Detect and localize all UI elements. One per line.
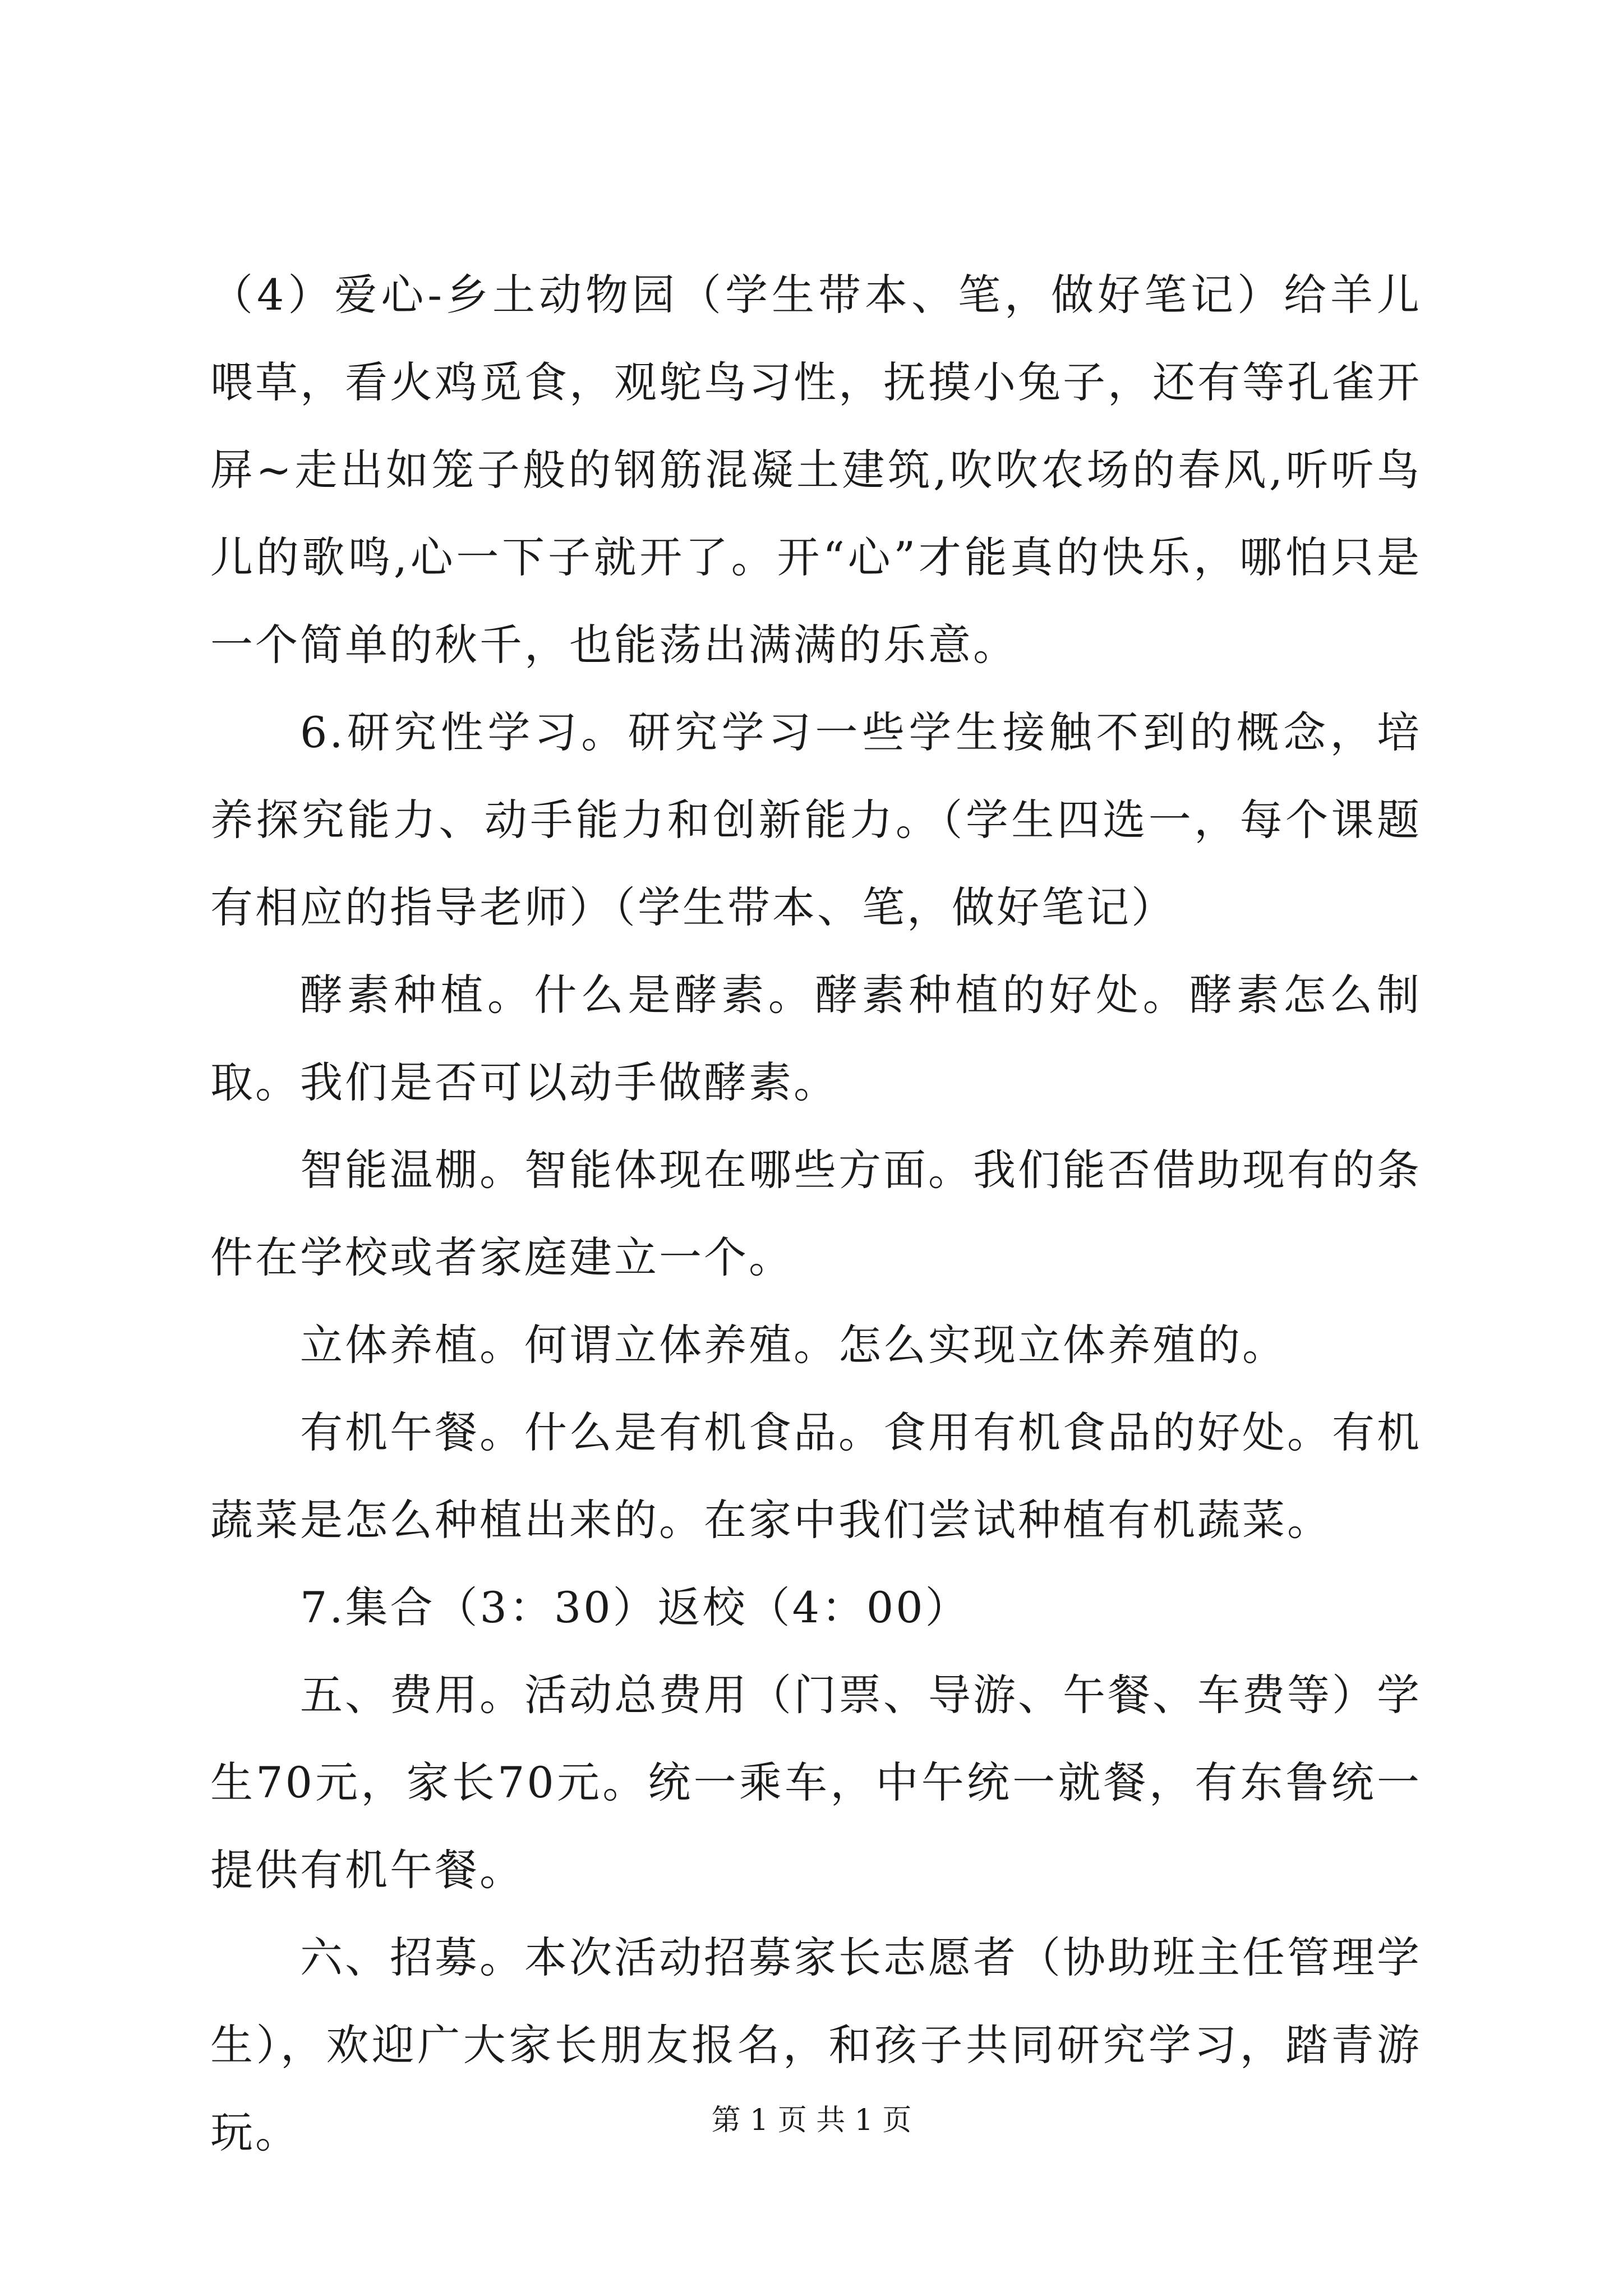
paragraph-zoo: （4）爱心-乡土动物园（学生带本、笔，做好笔记）给羊儿喂草，看火鸡觅食，观鸵鸟习性，抚摸小兔子，还有等孔雀开屏~走出如笼子般的钢筋混凝土建筑,吹吹农场的春风,听听鸟儿的歌鸣,心一下子就开了。开“心”才能真的快乐，哪怕只是一个简单的秋千，也能荡出满满的乐意。 bbox=[210, 270, 1422, 670]
paragraph-research-study: 6.研究性学习。研究学习一些学生接触不到的概念，培养探究能力、动手能力和创新能力。（学生四选一，每个课题有相应的指导老师）（学生带本、笔，做好笔记） bbox=[210, 707, 1422, 932]
document-body bbox=[210, 251, 1422, 2177]
paragraph-vertical-farming: 立体养植。何谓立体养殖。怎么实现立体养殖的。 bbox=[300, 1320, 1287, 1370]
paragraph-assembly-return: 7.集合（3：30）返校（4：00） bbox=[300, 1582, 970, 1632]
paragraph-smart-greenhouse: 智能温棚。智能体现在哪些方面。我们能否借助现有的条件在学校或者家庭建立一个。 bbox=[210, 1145, 1422, 1282]
paragraph-organic-lunch: 有机午餐。什么是有机食品。食用有机食品的好处。有机蔬菜是怎么种植出来的。在家中我们尝试种植有机蔬菜。 bbox=[210, 1407, 1422, 1545]
paragraph-fees: 五、费用。活动总费用（门票、导游、午餐、车费等）学生70元，家长70元。统一乘车，中午统一就餐，有东鲁统一提供有机午餐。 bbox=[210, 1670, 1422, 1895]
page-footer: 第 1 页 共 1 页 bbox=[711, 2104, 912, 2137]
paragraph-enzyme-planting: 酵素种植。什么是酵素。酵素种植的好处。酵素怎么制取。我们是否可以动手做酵素。 bbox=[210, 970, 1422, 1107]
paragraph-recruitment: 六、招募。本次活动招募家长志愿者（协助班主任管理学生），欢迎广大家长朋友报名，和孩子共同研究学习，踏青游玩。 bbox=[210, 1932, 1422, 2157]
